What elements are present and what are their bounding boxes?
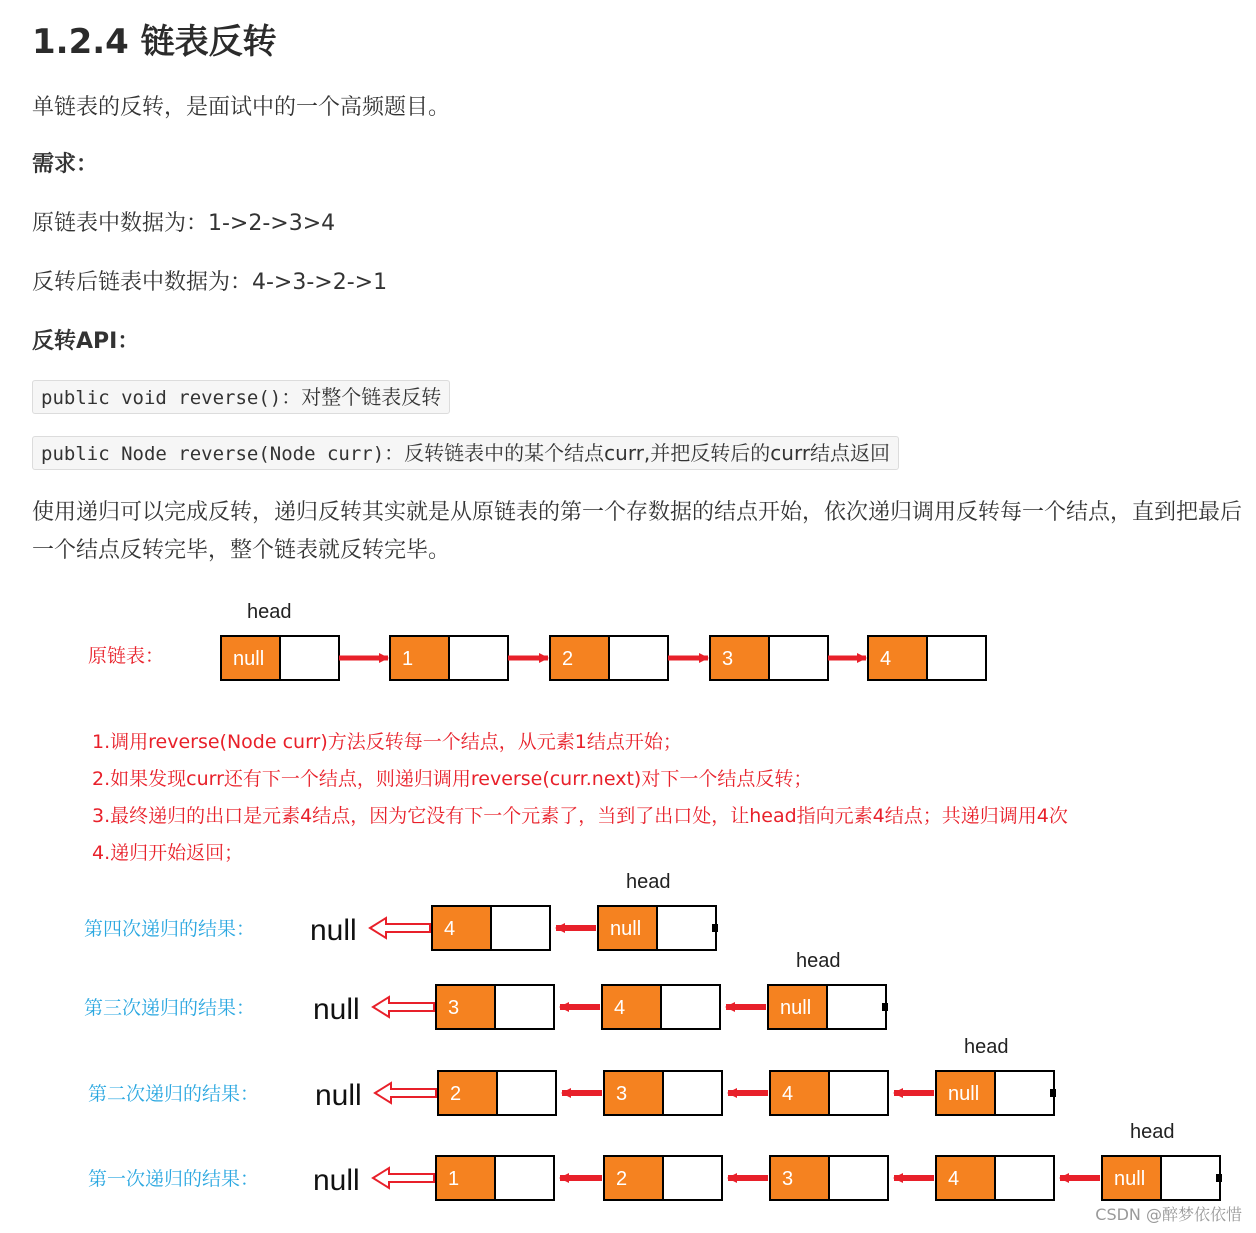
node-next-cell (1161, 1156, 1220, 1200)
intro-text: 单链表的反转，是面试中的一个高频题目。 (32, 95, 451, 120)
original-list-label: 原链表： (88, 645, 165, 667)
node-next-cell (497, 1071, 556, 1115)
node-data-cell (390, 636, 449, 680)
node-value: 2 (562, 648, 574, 670)
requirement-label: 需求： (32, 152, 99, 177)
head-label: head (964, 1036, 1009, 1058)
node-value: 2 (616, 1168, 628, 1190)
node-value: 4 (880, 648, 892, 670)
node-value: null (780, 997, 812, 1019)
node-value: 3 (722, 648, 734, 670)
recursion-row-label: 第四次递归的结果： (84, 918, 256, 940)
original-data-text: 原链表中数据为：1->2->3>4 (32, 211, 336, 236)
node-value: null (233, 648, 265, 670)
node-value: 3 (448, 997, 460, 1019)
node-value: 4 (444, 918, 456, 940)
recursion-row-label: 第二次递归的结果： (88, 1083, 260, 1105)
node-next-cell (927, 636, 986, 680)
null-terminator (1216, 1174, 1222, 1182)
null-label: null (313, 1164, 360, 1197)
node-data-cell (550, 636, 609, 680)
watermark-text: CSDN @醉梦依依惜 (1095, 1205, 1242, 1224)
null-arrow (373, 1168, 434, 1188)
api-code: public void reverse() (41, 387, 282, 409)
null-arrow (373, 997, 434, 1017)
node-value: 2 (450, 1083, 462, 1105)
node-value: 4 (782, 1083, 794, 1105)
recursion-row-label: 第一次递归的结果： (88, 1168, 260, 1190)
head-label: head (1130, 1121, 1175, 1143)
node-data-cell (868, 636, 927, 680)
reversed-data-text: 反转后链表中数据为：4->3->2->1 (32, 270, 388, 295)
node-next-cell (657, 906, 716, 950)
node-next-cell (769, 636, 828, 680)
node-data-cell (602, 985, 661, 1029)
linked-list-diagram (0, 580, 1256, 1233)
null-arrow (375, 1083, 436, 1103)
null-label: null (313, 993, 360, 1026)
null-label: null (315, 1079, 362, 1112)
api-reverse-node (32, 436, 899, 470)
node-value: null (610, 918, 642, 940)
node-data-cell (710, 636, 769, 680)
node-next-cell (491, 906, 550, 950)
node-next-cell (827, 985, 886, 1029)
step-text: 4.递归开始返回； (92, 842, 244, 864)
api-label: 反转API： (32, 329, 140, 354)
node-next-cell (829, 1071, 888, 1115)
node-data-cell (770, 1071, 829, 1115)
null-terminator (712, 924, 718, 932)
node-value: 1 (402, 648, 414, 670)
null-label: null (310, 914, 357, 947)
null-arrow (370, 918, 430, 938)
head-label: head (796, 950, 841, 972)
step-text: 1.调用reverse(Node curr)方法反转每一个结点，从元素1结点开始； (92, 731, 682, 753)
node-next-cell (495, 985, 554, 1029)
node-value: 4 (614, 997, 626, 1019)
node-next-cell (609, 636, 668, 680)
node-value: 1 (448, 1168, 460, 1190)
explanation-paragraph: 使用递归可以完成反转，递归反转其实就是从原链表的第一个存数据的结点开始，依次递归调用反转每一个结点，直到把最后一个结点反转完毕，整个链表就反转完毕。 (32, 500, 1243, 563)
api-desc: ：反转链表中的某个结点curr,并把反转后的curr结点返回 (384, 441, 891, 465)
node-value: null (948, 1083, 980, 1105)
node-value: 3 (616, 1083, 628, 1105)
step-text: 3.最终递归的出口是元素4结点，因为它没有下一个元素了，当到了出口处，让head指向元素4结点；共递归调用4次 (92, 805, 1068, 827)
node-data-cell (432, 906, 491, 950)
api-code: public Node reverse(Node curr) (41, 443, 385, 465)
node-next-cell (995, 1071, 1054, 1115)
page-title: 1.2.4 链表反转 (32, 22, 277, 62)
node-value: 3 (782, 1168, 794, 1190)
node-data-cell (438, 1071, 497, 1115)
node-next-cell (995, 1156, 1054, 1200)
node-next-cell (829, 1156, 888, 1200)
null-terminator (1050, 1089, 1056, 1097)
node-data-cell (936, 1156, 995, 1200)
head-label: head (247, 601, 292, 623)
node-data-cell (436, 1156, 495, 1200)
node-data-cell (604, 1156, 663, 1200)
node-next-cell (449, 636, 508, 680)
api-desc: ：对整个链表反转 (281, 385, 442, 409)
node-data-cell (436, 985, 495, 1029)
node-value: 4 (948, 1168, 960, 1190)
node-data-cell (770, 1156, 829, 1200)
recursion-row-label: 第三次递归的结果： (84, 997, 256, 1019)
step-text: 2.如果发现curr还有下一个结点，则递归调用reverse(curr.next)对下一个结点反转； (92, 768, 813, 790)
api-reverse-all (32, 380, 450, 414)
node-next-cell (495, 1156, 554, 1200)
node-data-cell (604, 1071, 663, 1115)
head-label: head (626, 871, 671, 893)
null-terminator (882, 1003, 888, 1011)
node-next-cell (663, 1156, 722, 1200)
node-next-cell (661, 985, 720, 1029)
node-value: null (1114, 1168, 1146, 1190)
node-next-cell (663, 1071, 722, 1115)
node-next-cell (280, 636, 339, 680)
